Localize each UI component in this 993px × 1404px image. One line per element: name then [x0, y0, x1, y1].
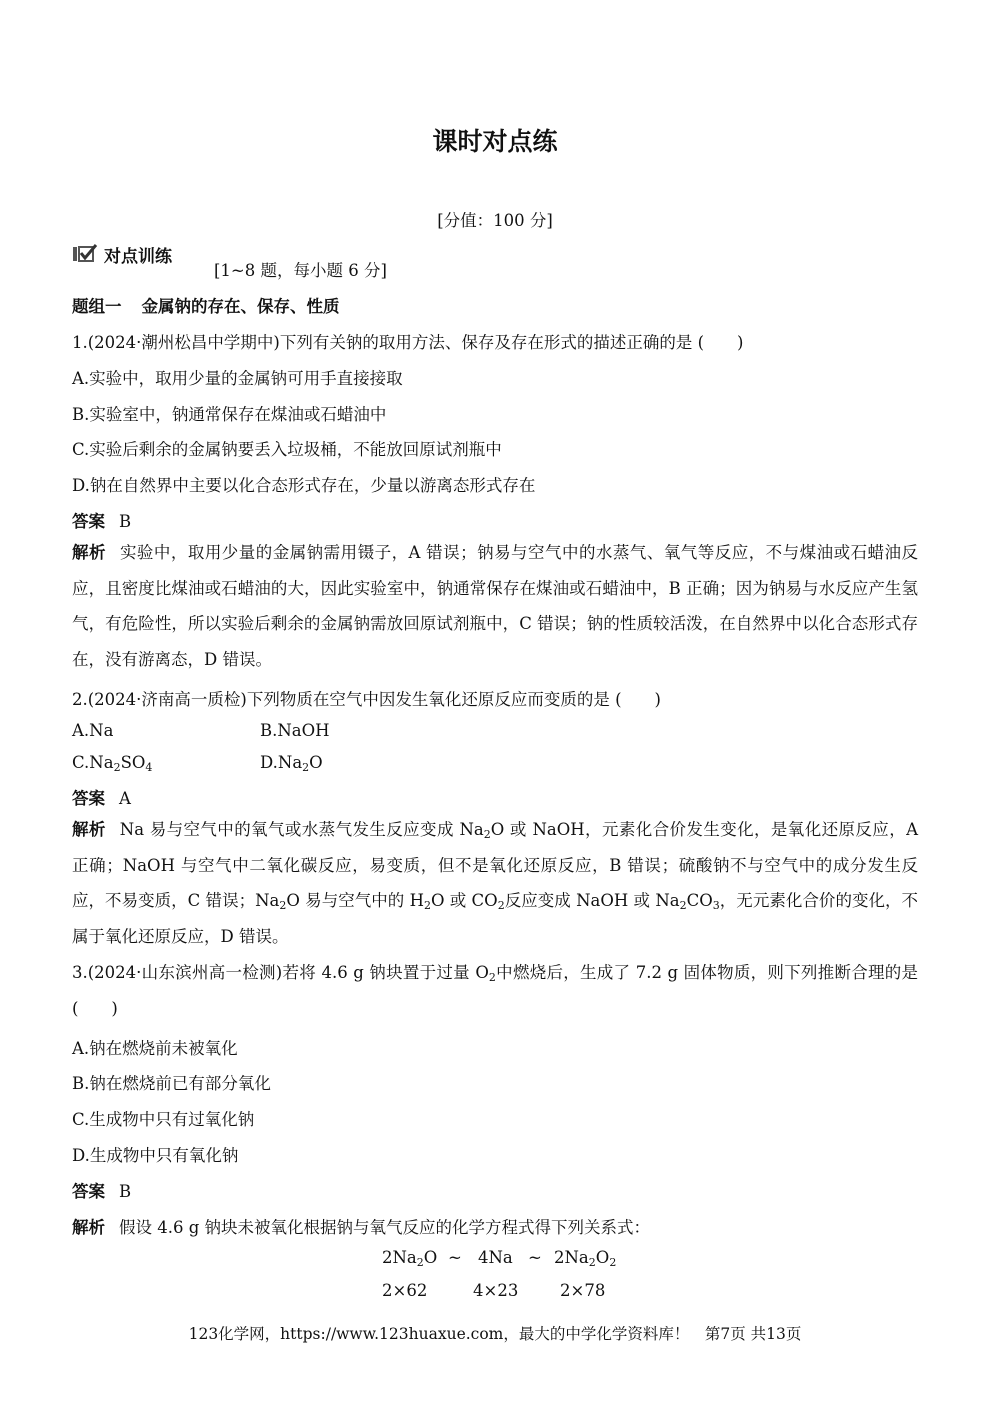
eq-text: 2Na: [554, 1248, 589, 1267]
subscript: 3: [712, 899, 720, 912]
equation-mass: 4×23: [473, 1281, 519, 1300]
eq-text: O: [595, 1248, 610, 1267]
equation-tilde: ~: [528, 1248, 542, 1267]
analysis-text: O 易与空气中的 H: [286, 891, 424, 910]
q2-answer: [72, 785, 131, 809]
q2-analysis: [72, 812, 918, 954]
equation-term: 4Na: [478, 1248, 513, 1267]
score-note: [分值：100 分]: [437, 211, 553, 230]
page-title: 课时对点练: [432, 127, 558, 156]
group-heading: [72, 293, 340, 317]
checkbox-icon: [72, 244, 98, 264]
answer-label: 答案: [72, 512, 105, 531]
q3-answer: [72, 1178, 131, 1202]
equation-term: [554, 1248, 616, 1267]
subscript: 2: [113, 761, 121, 774]
analysis-text: O 或 NaOH，元素化合价发生变化，是氧化还原反应，A 正确；NaOH 与空气中二氧化碳反应，易变质，但不是氧化还原反应，B 错误；硫酸钠不与空气中的成分发生反应，不易变质，C 错误；Na: [72, 820, 919, 910]
group-title: 金属钠的存在、保存、性质: [141, 297, 340, 316]
eq-text: O: [423, 1248, 438, 1267]
opt-d-text: O: [309, 753, 323, 772]
subscript: 2: [679, 899, 687, 912]
equation-mass: 2×78: [560, 1281, 606, 1300]
q1-answer: [72, 508, 131, 532]
analysis-text: Na 易与空气中的氧气或水蒸气发生反应变成 Na: [119, 820, 484, 839]
analysis-label: 解析: [72, 1218, 105, 1237]
opt-c-text: SO: [120, 753, 146, 772]
equation-term: [382, 1248, 437, 1267]
analysis-text: CO: [686, 891, 713, 910]
equation-tilde: ~: [448, 1248, 462, 1267]
q3-option-c: C.生成物中只有过氧化钠: [72, 1110, 255, 1129]
q1-option-d: D.钠在自然界中主要以化合态形式存在，少量以游离态形式存在: [72, 476, 536, 495]
analysis-text: 反应变成 NaOH 或 Na: [504, 891, 680, 910]
section-header: [72, 241, 172, 267]
analysis-text: O 或 CO: [430, 891, 498, 910]
q2-option-d: [260, 753, 323, 772]
subscript: 2: [483, 828, 491, 841]
answer-value: A: [119, 789, 131, 808]
question-2-stem: 2.(2024·济南高一质检)下列物质在空气中因发生氧化还原反应而变质的是 ( ): [72, 690, 661, 709]
subscript: 2: [423, 899, 431, 912]
section-title: 对点训练: [104, 246, 172, 267]
question-3-stem: [72, 955, 918, 1026]
equation-mass: 2×62: [382, 1281, 428, 1300]
subscript: 2: [416, 1256, 424, 1269]
eq-text: 2Na: [382, 1248, 417, 1267]
opt-c-text: C.Na: [72, 753, 114, 772]
q1-analysis: [72, 535, 918, 677]
q3-option-b: B.钠在燃烧前已有部分氧化: [72, 1074, 271, 1093]
subscript: 2: [488, 971, 496, 984]
section-range: [1~8 题，每小题 6 分]: [214, 261, 387, 280]
subscript: 2: [609, 1256, 617, 1269]
group-label: 题组一: [72, 297, 122, 316]
subscript: 2: [279, 899, 287, 912]
opt-d-text: D.Na: [260, 753, 303, 772]
q2-option-a: A.Na: [72, 721, 114, 740]
subscript: 4: [145, 761, 153, 774]
q1-option-b: B.实验室中，钠通常保存在煤油或石蜡油中: [72, 405, 387, 424]
q1-option-c: C.实验后剩余的金属钠要丢入垃圾桶，不能放回原试剂瓶中: [72, 440, 502, 459]
q1-option-a: A.实验中，取用少量的金属钠可用手直接接取: [72, 369, 403, 388]
analysis-text: 实验中，取用少量的金属钠需用镊子，A 错误；钠易与空气中的水蒸气、氧气等反应，不与煤油或石蜡油反应，且密度比煤油或石蜡油的大，因此实验室中，钠通常保存在煤油或石蜡油中，B 正确；因为钠易与水反应产生氢气，有危险性，所以实验后剩余的金属钠需放回原试剂瓶中，C 错误；钠的性质较活泼，在自然界中以化合态形式存在，没有游离态，D 错误。: [72, 543, 918, 669]
question-1-stem: 1.(2024·潮州松昌中学期中)下列有关钠的取用方法、保存及存在形式的描述正确的是 ( ): [72, 333, 744, 352]
answer-value: B: [119, 512, 132, 531]
q3-option-a: A.钠在燃烧前未被氧化: [72, 1039, 238, 1058]
q2-option-c: [72, 753, 152, 772]
stem-text: 中燃烧后，生成了 7.2 g 固体物质，则下列推断合理的是( ): [72, 963, 918, 1018]
subscript: 2: [497, 899, 505, 912]
q3-option-d: D.生成物中只有氧化钠: [72, 1146, 239, 1165]
answer-label: 答案: [72, 789, 105, 808]
analysis-label: 解析: [72, 543, 106, 562]
page-footer: 123化学网，https://www.123huaxue.com，最大的中学化学资料库！ 第7页 共13页: [188, 1325, 802, 1343]
q3-analysis: [72, 1214, 650, 1238]
subscript: 2: [588, 1256, 596, 1269]
analysis-label: 解析: [72, 820, 106, 839]
subscript: 2: [302, 761, 310, 774]
analysis-text: ，无元素化合价的变化，不属于氧化还原反应，D 错误。: [72, 891, 919, 946]
answer-label: 答案: [72, 1182, 105, 1201]
analysis-text: 假设 4.6 g 钠块未被氧化根据钠与氧气反应的化学方程式得下列关系式：: [119, 1218, 651, 1237]
q2-option-b: B.NaOH: [260, 721, 330, 740]
stem-text: 3.(2024·山东滨州高一检测)若将 4.6 g 钠块置于过量 O: [72, 963, 489, 982]
answer-value: B: [119, 1182, 132, 1201]
